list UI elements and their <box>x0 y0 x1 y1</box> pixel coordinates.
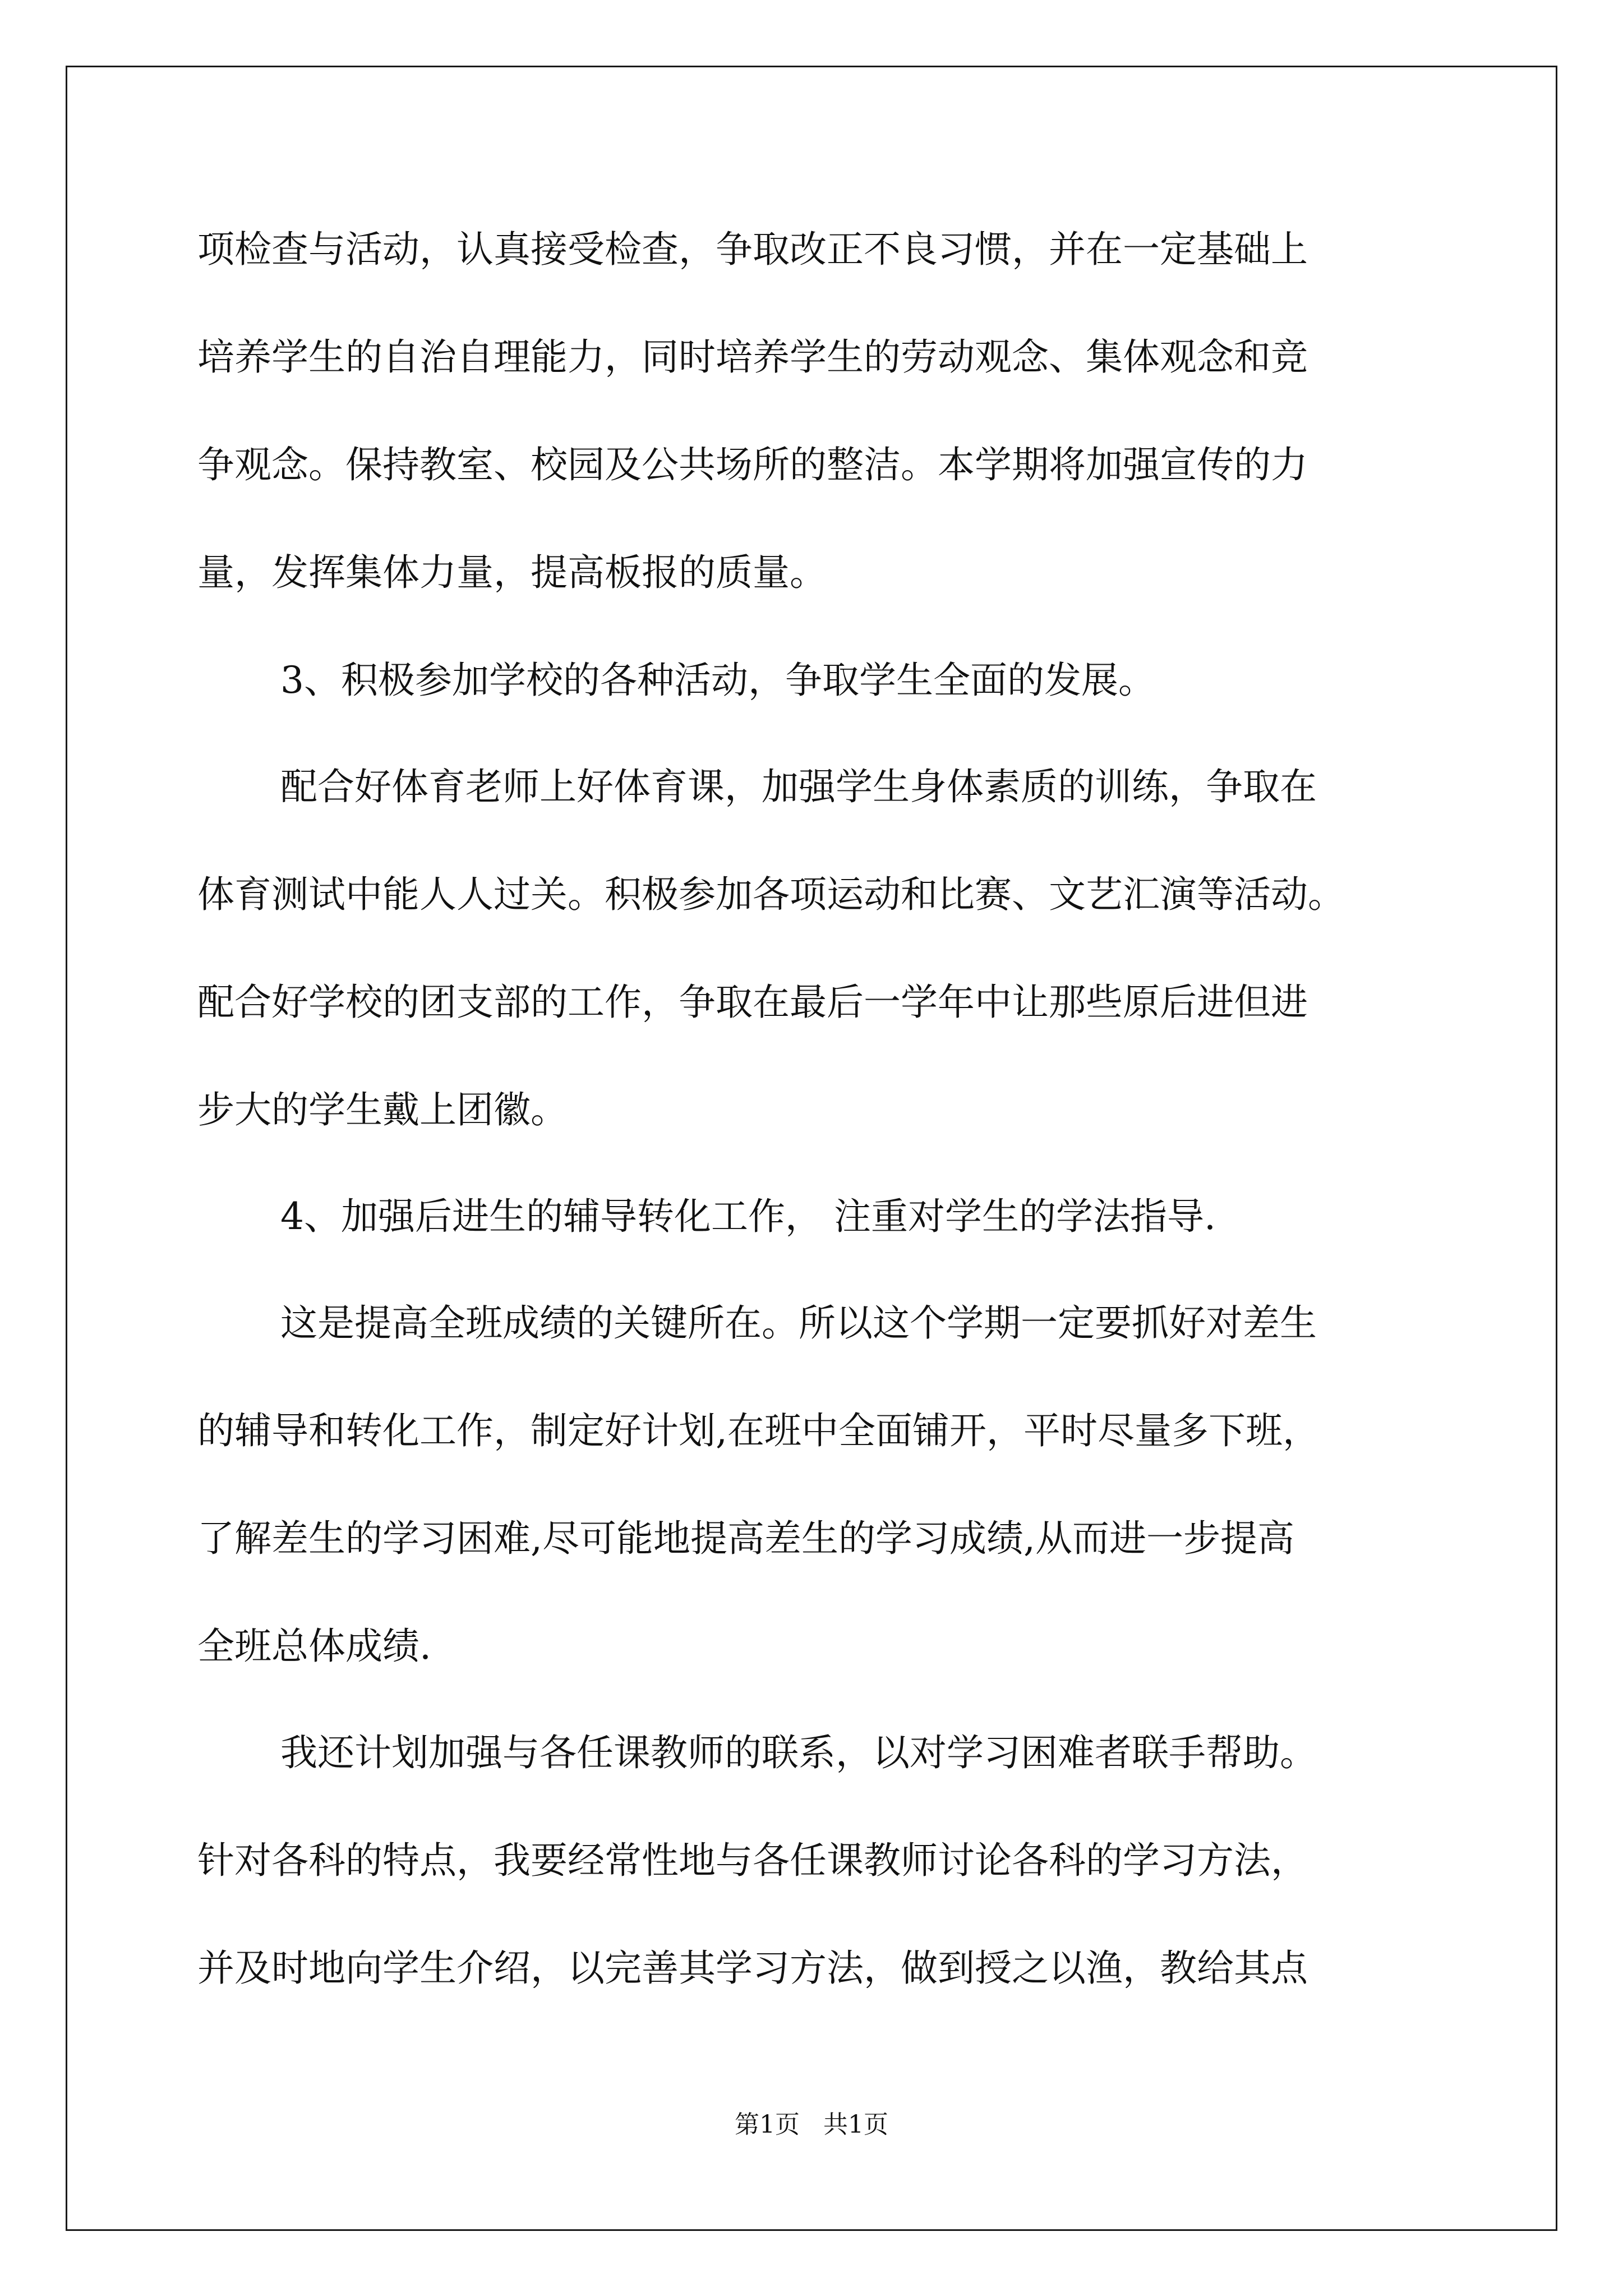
body-text-line: 配合好体育老师上好体育课，加强学生身体素质的训练，争取在 <box>280 765 1317 808</box>
body-text-line: 争观念。保持教室、校园及公共场所的整洁。本学期将加强宣传的力 <box>197 443 1308 486</box>
body-text-line: 的辅导和转化工作，制定好计划,在班中全面铺开，平时尽量多下班， <box>197 1409 1320 1452</box>
body-text-line: 体育测试中能人人过关。积极参加各项运动和比赛、文艺汇演等活动。 <box>197 873 1345 916</box>
body-text-line: 量，发挥集体力量，提高板报的质量。 <box>197 551 827 594</box>
body-text-line: 这是提高全班成绩的关键所在。所以这个学期一定要抓好对差生 <box>280 1301 1317 1345</box>
body-text-line: 全班总体成绩. <box>197 1625 431 1668</box>
section-heading: 3、积极参加学校的各种活动，争取学生全面的发展。 <box>280 659 1155 702</box>
section-heading: 4、加强后进生的辅导转化工作， 注重对学生的学法指导. <box>280 1195 1216 1238</box>
body-text-line: 了解差生的学习困难,尽可能地提高差生的学习成绩,从而进一步提高 <box>197 1517 1294 1560</box>
body-text-line: 配合好学校的团支部的工作，争取在最后一学年中让那些原后进但进 <box>197 981 1308 1024</box>
body-text-line: 项检查与活动，认真接受检查，争取改正不良习惯，并在一定基础上 <box>197 228 1308 271</box>
page-number-footer: 第1页 共1页 <box>735 2110 888 2139</box>
page-border <box>66 66 1557 2231</box>
body-text-line: 针对各科的特点，我要经常性地与各任课教师讨论各科的学习方法， <box>197 1839 1308 1882</box>
body-text-line: 步大的学生戴上团徽。 <box>197 1088 568 1131</box>
body-text-line: 我还计划加强与各任课教师的联系，以对学习困难者联手帮助。 <box>280 1731 1317 1774</box>
body-text-line: 并及时地向学生介绍，以完善其学习方法，做到授之以渔，教给其点 <box>197 1947 1308 1990</box>
body-text-line: 培养学生的自治自理能力，同时培养学生的劳动观念、集体观念和竞 <box>197 335 1308 379</box>
